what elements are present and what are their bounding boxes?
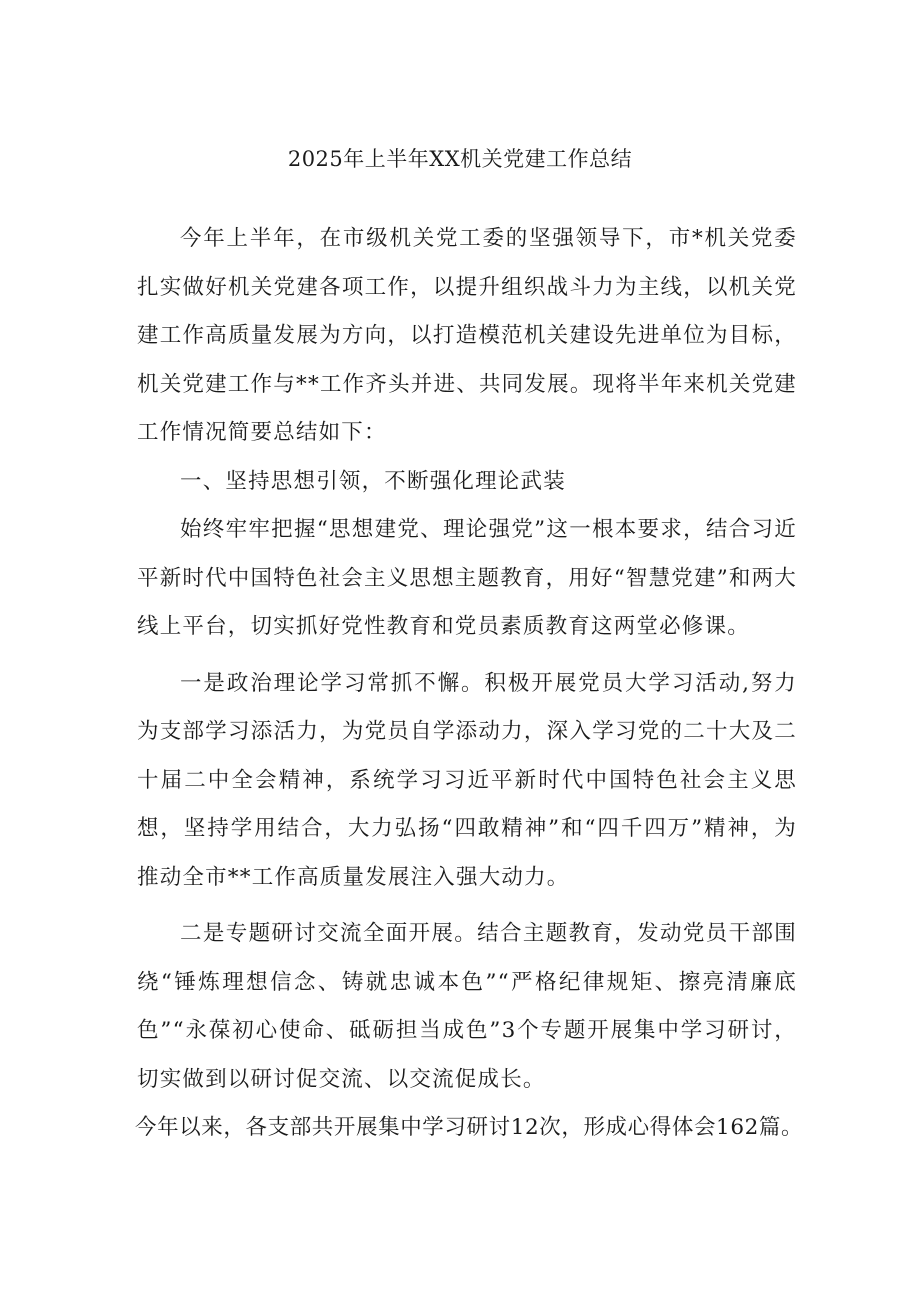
point-2-paragraph: 二是专题研讨交流全面开展。结合主题教育，发动党员干部围绕“锤炼理想信念、铸就忠诚本色”“严格纪律规矩、擦亮清廉底色”“永葆初心使命、砥砺担当成色”3个专题开展集中学习研讨，切实做到以研讨促交流、以交流促成长。 xyxy=(137,921,797,1092)
document-body xyxy=(135,215,804,1153)
summary-line: 今年以来，各支部共开展集中学习研讨12次，形成心得体会162篇。 xyxy=(135,1115,804,1140)
section-heading-1: 一、坚持思想引领，不断强化理论武装 xyxy=(180,468,566,494)
document-title: 2025年上半年XX机关党建工作总结 xyxy=(287,147,633,171)
point-1-paragraph: 一是政治理论学习常抓不懈。积极开展党员大学习活动,努力为支部学习添活力，为党员自学添动力，深入学习党的二十大及二十届二中全会精神，系统学习习近平新时代中国特色社会主义思想，坚持学用结合，大力弘扬“四敢精神”和“四千四万”精神，为推动全市**工作高质量发展注入强大动力。 xyxy=(137,670,797,890)
intro-paragraph: 今年上半年，在市级机关党工委的坚强领导下，市*机关党委扎实做好机关党建各项工作，以提升组织战斗力为主线，以机关党建工作高质量发展为方向，以打造模范机关建设先进单位为目标，机关党建工作与**工作齐头并进、共同发展。现将半年来机关党建工作情况简要总结如下： xyxy=(137,226,797,445)
section-1-paragraph: 始终牢牢把握“思想建党、理论强党”这一根本要求，结合习近平新时代中国特色社会主义思想主题教育，用好“智慧党建”和两大线上平台，切实抓好党性教育和党员素质教育这两堂必修课。 xyxy=(137,517,797,639)
